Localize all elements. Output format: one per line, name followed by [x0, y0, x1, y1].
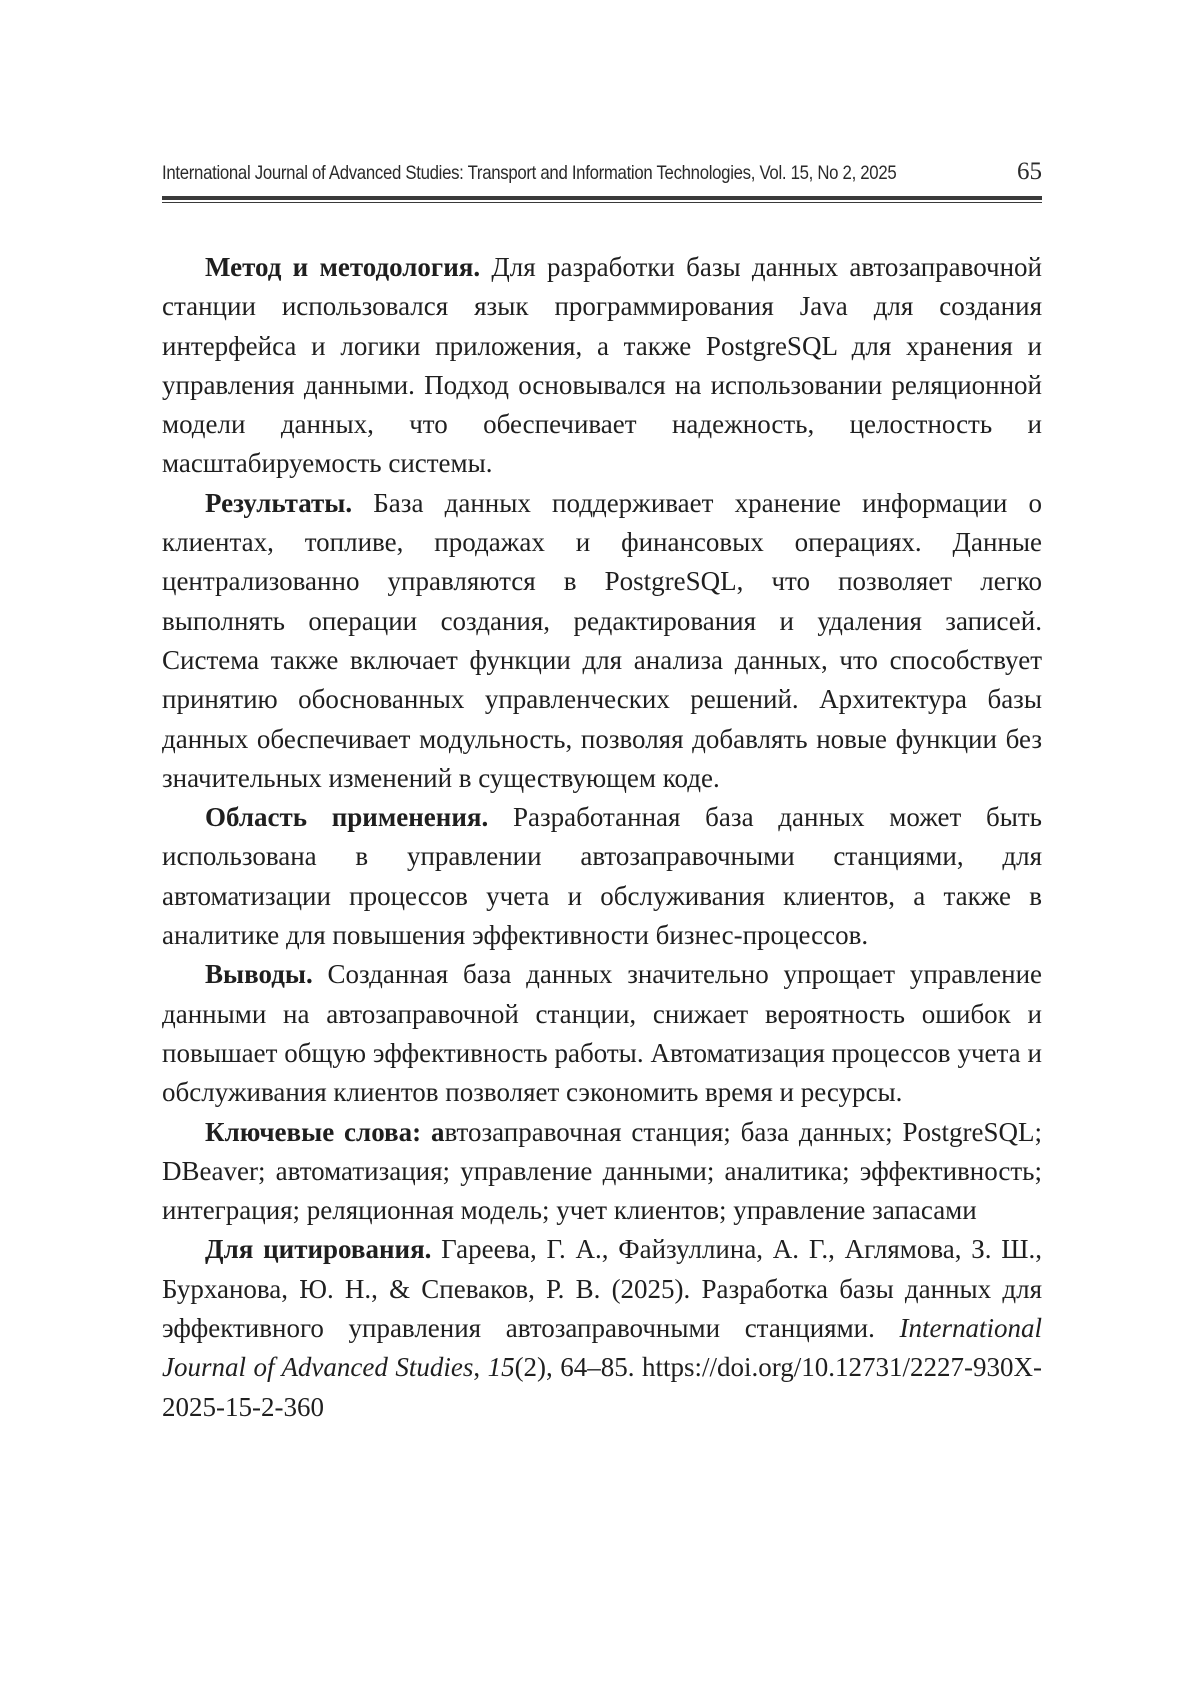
header-rule-thick	[162, 196, 1042, 200]
scope-paragraph	[162, 798, 1042, 955]
journal-header-title: International Journal of Advanced Studies: Transport and Information Technologies, Vol. 15, No 2, 2025	[162, 162, 897, 184]
method-paragraph	[162, 248, 1042, 484]
results-text: База данных поддерживает хранение информации о клиентах, топливе, продажах и финансовых операциях. Данные централизованно управляются в PostgreSQL, что позволяет легко выполнять операции создания, редактирования и удаления записей. Система также включает функции для анализа данных, что способствует принятию обоснованных управленческих решений. Архитектура базы данных обеспечивает модульность, позволяя добавлять новые функции без значительных изменений в существующем коде.	[162, 487, 1042, 793]
citation-authors: Гареева, Г. А., Файзуллина, А. Г., Аглямова, З. Ш., Бурханова, Ю. Н., & Спеваков, Р. В. (2025). Разработка базы данных для эффективного управления автозаправочными станциями.	[162, 1234, 1042, 1344]
citation-volume: 15	[487, 1352, 515, 1383]
citation-journal: International Journal of Advanced Studies	[162, 1313, 1042, 1383]
citation-separator: ,	[473, 1352, 488, 1383]
header-rule-thin	[162, 202, 1042, 203]
conclusions-paragraph	[162, 955, 1042, 1112]
scope-label: Область применения.	[205, 802, 489, 833]
conclusions-text: Созданная база данных значительно упрощает управление данными на автозаправочной станции, снижает вероятность ошибок и повышает общую эффективность работы. Автоматизация процессов учета и обслуживания клиентов позволяет сэкономить время и ресурсы.	[162, 959, 1042, 1108]
results-paragraph	[162, 484, 1042, 798]
page-number: 65	[1017, 158, 1042, 185]
results-label: Результаты.	[205, 487, 353, 518]
citation-paragraph	[162, 1230, 1042, 1426]
running-header	[162, 158, 1042, 192]
abstract-body	[162, 248, 1042, 1427]
keywords-paragraph	[162, 1113, 1042, 1231]
conclusions-label: Выводы.	[205, 959, 313, 990]
method-label: Метод и методология.	[205, 252, 481, 282]
citation-label: Для цитирования.	[205, 1234, 432, 1265]
citation-issue-pages-doi: (2), 64–85. https://doi.org/10.12731/2227-930X-2025-15-2-360	[162, 1352, 1042, 1422]
method-text: Для разработки базы данных автозаправочной станции использовался язык программирования Java для создания интерфейса и логики приложения, а также PostgreSQL для хранения и управления данными. Подход основывался на использовании реляционной модели данных, что обеспечивает надежность, целостность и масштабируемость системы.	[162, 252, 1042, 479]
keywords-text: втозаправочная станция; база данных; PostgreSQL; DBeaver; автоматизация; управление данными; аналитика; эффективность; интеграция; реляционная модель; учет клиентов; управление запасами	[162, 1116, 1042, 1226]
keywords-label: Ключевые слова: а	[205, 1116, 445, 1147]
scope-text: Разработанная база данных может быть использована в управлении автозаправочными станциями, для автоматизации процессов учета и обслуживания клиентов, а также в аналитике для повышения эффективности бизнес-процессов.	[162, 802, 1042, 951]
